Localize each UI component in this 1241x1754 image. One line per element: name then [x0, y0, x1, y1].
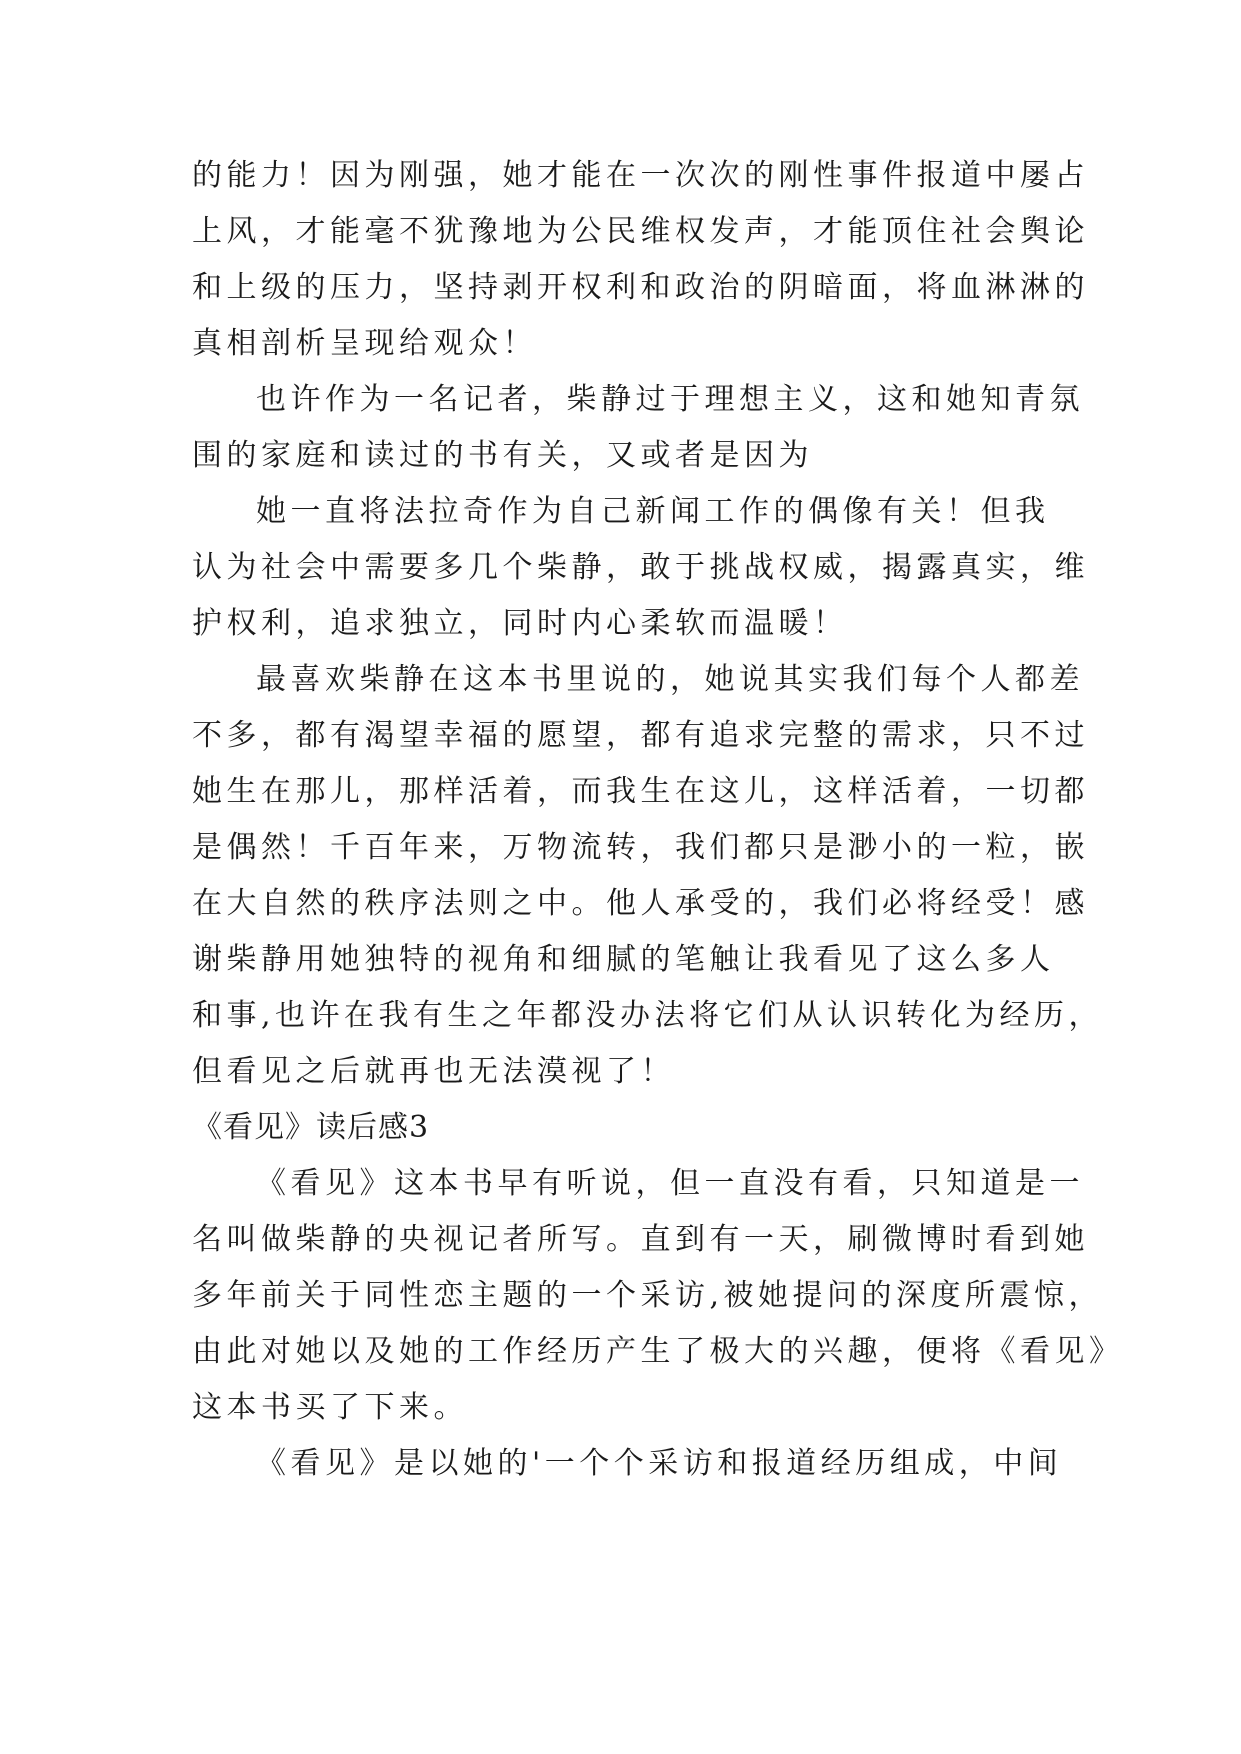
paragraph-start-line: 《看见》这本书早有听说，但一直没有看，只知道是一: [256, 1166, 1084, 1201]
text-line: 上风，才能毫不犹豫地为公民维权发声，才能顶住社会舆论: [192, 214, 1089, 249]
text-line: 真相剖析呈现给观众！: [192, 326, 537, 361]
text-line: 不多，都有渴望幸福的愿望，都有追求完整的需求，只不过: [192, 718, 1089, 753]
paragraph-start-line: 她一直将法拉奇作为自己新闻工作的偶像有关！但我: [256, 494, 1050, 529]
text-line: 但看见之后就再也无法漠视了！: [192, 1054, 675, 1089]
document-body: [192, 148, 1124, 1492]
text-line: 护权利，追求独立，同时内心柔软而温暖！: [192, 606, 848, 641]
text-line: 由此对她以及她的工作经历产生了极大的兴趣，便将《看见》: [192, 1334, 1124, 1369]
text-line: 认为社会中需要多几个柴静，敢于挑战权威，揭露真实，维: [192, 550, 1089, 585]
text-line: 的能力！因为刚强，她才能在一次次的刚性事件报道中屡占: [192, 158, 1089, 193]
text-line: 和事,也许在我有生之年都没办法将它们从认识转化为经历，: [192, 998, 1104, 1033]
text-line: 谢柴静用她独特的视角和细腻的笔触让我看见了这么多人: [192, 942, 1055, 977]
text-line: 是偶然！千百年来，万物流转，我们都只是渺小的一粒，嵌: [192, 830, 1089, 865]
text-line: 这本书买了下来。: [192, 1390, 468, 1425]
section-heading: 《看见》读后感3: [192, 1110, 430, 1145]
text-line: 和上级的压力，坚持剥开权利和政治的阴暗面，将血淋淋的: [192, 270, 1089, 305]
text-line: 名叫做柴静的央视记者所写。直到有一天，刷微博时看到她: [192, 1222, 1089, 1257]
text-line: 多年前关于同性恋主题的一个采访,被她提问的深度所震惊，: [192, 1278, 1104, 1313]
text-line: 围的家庭和读过的书有关，又或者是因为: [192, 438, 813, 473]
text-line: 在大自然的秩序法则之中。他人承受的，我们必将经受！感: [192, 886, 1089, 921]
paragraph-start-line: 《看见》是以她的'一个个采访和报道经历组成，中间: [256, 1446, 1063, 1481]
paragraph-start-line: 也许作为一名记者，柴静过于理想主义，这和她知青氛: [256, 382, 1084, 417]
text-line: 她生在那儿，那样活着，而我生在这儿，这样活着，一切都: [192, 774, 1089, 809]
paragraph-start-line: 最喜欢柴静在这本书里说的，她说其实我们每个人都差: [256, 662, 1084, 697]
